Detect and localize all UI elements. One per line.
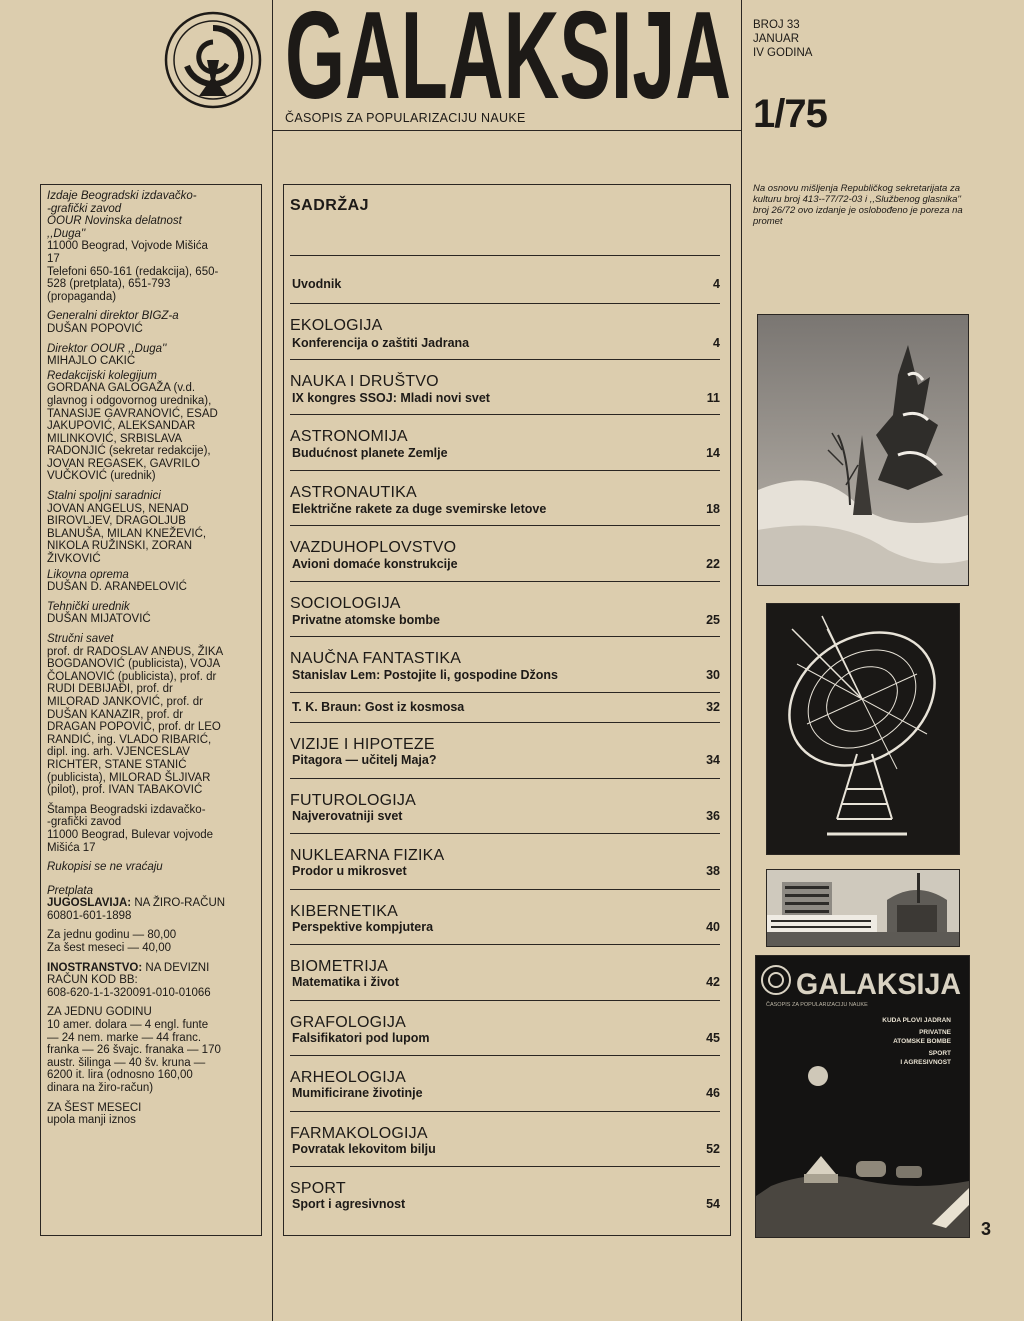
svg-text:PRIVATNE: PRIVATNE	[919, 1029, 951, 1036]
toc-article-title: Prodor u mikrosvet	[292, 864, 407, 878]
svg-text:GALAKSIJA: GALAKSIJA	[285, 8, 731, 104]
imprint-label: Rukopisi se ne vraćaju	[47, 861, 163, 874]
imprint-line: ZA ŠEST MESECI	[47, 1101, 142, 1114]
imprint-label: -grafički zavod	[47, 202, 122, 215]
imprint-line: 60801-601-1898	[47, 909, 132, 922]
toc-separator	[290, 1055, 720, 1056]
toc-entry[interactable]	[290, 525, 720, 579]
toc-page-number: 30	[706, 668, 720, 682]
toc-category: BIOMETRIJA	[290, 958, 389, 975]
toc-article-title: Najverovatniji svet	[292, 809, 403, 823]
toc-separator	[290, 255, 720, 256]
toc-article-title: Stanislav Lem: Postojite li, gospodine Džons	[292, 668, 559, 682]
svg-text:ČASOPIS ZA POPULARIZACIJU NAUK: ČASOPIS ZA POPULARIZACIJU NAUKE	[766, 1002, 868, 1008]
toc-page-number: 40	[706, 920, 720, 934]
imprint-line: DRAGAN POPOVIĆ, prof. dr LEO	[47, 721, 221, 734]
radio-telescope-photo	[766, 603, 960, 855]
imprint-label: Generalni direktor BIGZ-a	[47, 310, 179, 323]
toc-separator	[290, 1111, 720, 1112]
toc-entry[interactable]	[290, 359, 720, 413]
imprint-label: Stalni spoljni saradnici	[47, 490, 161, 503]
imprint-publisher	[47, 190, 255, 303]
imprint-line: 608-620-1-1-320091-010-01066	[47, 986, 211, 999]
imprint-line: DUŠAN POPOVIĆ	[47, 322, 143, 335]
imprint-subscription	[47, 885, 255, 923]
toc-category: NUKLEARNA FIZIKA	[290, 847, 445, 864]
subscription-method: NA DEVIZNI	[142, 961, 210, 974]
toc-separator	[290, 833, 720, 834]
imprint-line: glavnog i odgovornog urednika),	[47, 394, 212, 407]
imprint-line: DUŠAN D. ARANĐELOVIĆ	[47, 581, 187, 594]
imprint-line: Za jednu godinu — 80,00	[47, 929, 177, 942]
imprint-label: Tehnički urednik	[47, 600, 130, 613]
imprint-line: RICHTER, STANE STANIĆ	[47, 758, 187, 771]
toc-separator	[290, 414, 720, 415]
toc-article-title: Matematika i život	[292, 975, 399, 989]
toc-category: NAUKA I DRUŠTVO	[290, 373, 439, 390]
column-divider-right	[741, 0, 742, 1321]
imprint-line: Mišića 17	[47, 841, 96, 854]
imprint-line: ZA JEDNU GODINU	[47, 1006, 152, 1019]
toc-entry[interactable]	[290, 414, 720, 468]
imprint-label: Pretplata	[47, 884, 94, 897]
toc-entry[interactable]	[290, 889, 720, 943]
imprint-one-year	[47, 1006, 255, 1094]
imprint-tech-editor	[47, 601, 255, 626]
toc-separator	[290, 581, 720, 582]
toc-separator	[290, 1166, 720, 1167]
toc-page-number: 34	[706, 753, 720, 767]
imprint-oour-director	[47, 343, 255, 368]
toc-category: KIBERNETIKA	[290, 903, 399, 920]
imprint-abroad	[47, 962, 255, 1000]
toc-article-title: Konferencija o zaštiti Jadrana	[292, 336, 470, 350]
imprint-line: NIKOLA RUŽINSKI, ZORAN	[47, 540, 193, 553]
toc-category: SPORT	[290, 1180, 346, 1197]
imprint-yu-prices	[47, 929, 255, 954]
imprint-line: GORDANA GALOGAŽA (v.d.	[47, 382, 196, 395]
toc-category: FARMAKOLOGIJA	[290, 1125, 428, 1142]
imprint-art	[47, 569, 255, 594]
imprint-general-director	[47, 310, 255, 335]
toc-article-title: Sport i agresivnost	[292, 1197, 406, 1211]
imprint-line: RAČUN KOD BB:	[47, 974, 138, 987]
toc-separator	[290, 722, 720, 723]
toc-entry[interactable]	[290, 1055, 720, 1109]
imprint-line: ŽIVKOVIĆ	[47, 553, 101, 566]
toc-separator	[290, 944, 720, 945]
masthead-rule	[272, 130, 742, 131]
imprint-line: MILORAD JANKOVIĆ, prof. dr	[47, 695, 203, 708]
imprint-line: DUŠAN KANAZIR, prof. dr	[47, 708, 184, 721]
publisher-emblem-icon	[163, 10, 263, 110]
imprint-printing	[47, 804, 255, 854]
svg-text:ATOMSKE BOMBE: ATOMSKE BOMBE	[893, 1038, 951, 1045]
toc-article-title: Pitagora — učitelj Maja?	[292, 753, 437, 767]
imprint-line	[47, 897, 255, 910]
column-divider-left	[272, 0, 273, 1321]
subscription-method: NA ŽIRO-RAČUN	[131, 897, 226, 910]
toc-entry[interactable]	[290, 778, 720, 832]
table-of-contents	[283, 184, 731, 1236]
toc-page-number: 4	[713, 277, 720, 291]
toc-page-number: 54	[706, 1197, 720, 1211]
imprint-line: RADONJIĆ (sekretar redakcije),	[47, 445, 211, 458]
cover-thumbnail-image	[756, 956, 969, 1237]
imprint-label: ,,Duga''	[47, 227, 86, 240]
issue-line: IV GODINA	[753, 47, 813, 59]
toc-entry[interactable]	[290, 470, 720, 524]
tax-exemption-note: Na osnovu mišljenja Republičkog sekretarijata za kulturu broj 413--77/72-03 i ,,Službenog glasnika'' broj 26/72 ovo izdanje je oslobođeno je poreza na promet	[753, 183, 963, 227]
toc-article-title: IX kongres SSOJ: Mladi novi svet	[292, 391, 490, 405]
toc-separator	[290, 525, 720, 526]
toc-category: FUTUROLOGIJA	[290, 792, 416, 809]
imprint-line: RANDIĆ, ing. VLADO RIBARIĆ,	[47, 733, 212, 746]
toc-separator	[290, 359, 720, 360]
imprint-six-months	[47, 1102, 255, 1127]
toc-page-number: 18	[706, 502, 720, 516]
toc-page-number: 45	[706, 1031, 720, 1045]
toc-entry[interactable]	[290, 303, 720, 357]
imprint-line: (publicista), MILORAD ŠLJIVAR	[47, 771, 211, 784]
imprint-line: 6200 it. lira (odnosno 160,00	[47, 1069, 193, 1082]
toc-separator	[290, 778, 720, 779]
toc-category: ARHEOLOGIJA	[290, 1069, 407, 1086]
imprint-line: (propaganda)	[47, 290, 117, 303]
contents-title: SADRŽAJ	[290, 197, 370, 214]
imprint-line: JOVAN ANGELUS, NENAD	[47, 502, 189, 515]
toc-category: ASTRONAUTIKA	[290, 484, 417, 501]
toc-separator	[290, 889, 720, 890]
imprint-line: — 24 nem. marke — 44 franc.	[47, 1031, 202, 1044]
svg-text:I AGRESIVNOST: I AGRESIVNOST	[900, 1059, 951, 1066]
toc-separator	[290, 1000, 720, 1001]
toc-category: SOCIOLOGIJA	[290, 595, 401, 612]
imprint-line: VUČKOVIĆ (urednik)	[47, 470, 156, 483]
issue-info	[753, 18, 812, 60]
imprint-line: MILINKOVIĆ, SRBISLAVA	[47, 432, 183, 445]
imprint-line: BIROVLJEV, DRAGOLJUB	[47, 515, 186, 528]
imprint-line: 17	[47, 252, 60, 265]
toc-article-title: Privatne atomske bombe	[292, 613, 440, 627]
toc-article-title: Povratak lekovitom bilju	[292, 1142, 436, 1156]
imprint-manuscripts	[47, 861, 255, 874]
toc-entry[interactable]	[290, 255, 720, 309]
toc-article-title: Falsifikatori pod lupom	[292, 1031, 430, 1045]
toc-entry[interactable]	[290, 581, 720, 635]
imprint-line: 10 amer. dolara — 4 engl. funte	[47, 1019, 209, 1032]
toc-page-number: 25	[706, 613, 720, 627]
imprint-line: 11000 Beograd, Bulevar vojvode	[47, 828, 214, 841]
imprint-label: Izdaje Beogradski izdavačko-	[47, 190, 197, 202]
subscription-region: INOSTRANSTVO:	[47, 961, 143, 974]
toc-article-title: Budućnost planete Zemlje	[292, 446, 448, 460]
toc-entry[interactable]	[290, 833, 720, 887]
imprint-line: Štampa Beogradski izdavačko-	[47, 803, 206, 816]
toc-entry[interactable]	[290, 1111, 720, 1165]
imprint-line: 528 (pretplata), 651-793	[47, 278, 171, 291]
imprint-line: austr. šilinga — 40 šv. kruna —	[47, 1056, 206, 1069]
toc-article-title: Perspektive kompjutera	[292, 920, 434, 934]
toc-entry[interactable]	[290, 1166, 720, 1220]
toc-article-title: Mumificirane životinje	[292, 1086, 423, 1100]
subscription-region: JUGOSLAVIJA:	[47, 897, 132, 910]
toc-category: GRAFOLOGIJA	[290, 1014, 406, 1031]
toc-category: VAZDUHOPLOVSTVO	[290, 539, 457, 556]
imprint-line: BOGDANOVIĆ (publicista), VOJA	[47, 658, 221, 671]
toc-page-number: 22	[706, 557, 720, 571]
issue-number: 1/75	[753, 92, 827, 136]
toc-page-number: 52	[706, 1142, 720, 1156]
issue-line: BROJ 33	[753, 19, 800, 31]
toc-separator	[290, 692, 720, 693]
toc-category: NAUČNA FANTASTIKA	[290, 650, 462, 667]
toc-entry[interactable]	[290, 1000, 720, 1054]
winter-landscape-photo	[757, 314, 969, 586]
radio-telescope-image	[767, 604, 959, 854]
imprint-line: MIHAJLO CAKIĆ	[47, 355, 136, 368]
toc-category: VIZIJE I HIPOTEZE	[290, 736, 435, 753]
svg-text:KUDA PLOVI JADRAN: KUDA PLOVI JADRAN	[882, 1017, 951, 1024]
toc-entry[interactable]	[290, 722, 720, 776]
imprint-line: upola manji iznos	[47, 1114, 136, 1127]
imprint-editorial-board	[47, 370, 255, 483]
imprint-line: JAKUPOVIĆ, ALEKSANDAR	[47, 420, 196, 433]
toc-page-number: 4	[713, 336, 720, 350]
toc-separator	[290, 470, 720, 471]
imprint-contributors	[47, 490, 255, 566]
imprint-label: Direktor OOUR ,,Duga''	[47, 342, 167, 355]
magazine-cover-thumbnail	[755, 955, 970, 1238]
toc-page-number: 42	[706, 975, 720, 989]
imprint-line: (pilot), prof. IVAN TABAKOVIĆ	[47, 784, 203, 797]
toc-separator	[290, 303, 720, 304]
imprint-label: Likovna oprema	[47, 568, 129, 581]
imprint-label: Redakcijski kolegijum	[47, 369, 157, 382]
toc-page-number: 14	[706, 446, 720, 460]
imprint-line: BLANUŠA, MILAN KNEŽEVIĆ,	[47, 527, 207, 540]
imprint-line	[47, 962, 255, 975]
toc-article-title: Električne rakete za duge svemirske letove	[292, 502, 547, 516]
toc-category: ASTRONOMIJA	[290, 428, 408, 445]
imprint-line: dipl. ing. arh. VJENCESLAV	[47, 746, 190, 759]
imprint-line: JOVAN REGASEK, GAVRILO	[47, 457, 200, 470]
imprint-label: OOUR Novinska delatnost	[47, 215, 182, 228]
toc-entry[interactable]	[290, 944, 720, 998]
toc-article-title: Uvodnik	[292, 277, 342, 291]
imprint-line: Za šest meseci — 40,00	[47, 942, 171, 955]
toc-page-number: 32	[706, 700, 720, 714]
imprint-line: TANASIJE GAVRANOVIĆ, ESAD	[47, 407, 218, 420]
imprint-line: prof. dr RADOSLAV ANĐUS, ŽIKA	[47, 645, 224, 658]
imprint-expert-council	[47, 633, 255, 797]
imprint-line: ČOLANOVIĆ (publicista), prof. dr	[47, 670, 217, 683]
toc-article-title: Avioni domaće konstrukcije	[292, 557, 458, 571]
imprint-line: RUDI DEBIJAĐI, prof. dr	[47, 683, 173, 696]
imprint-line: Telefoni 650-161 (redakcija), 650-	[47, 265, 219, 278]
toc-separator	[290, 636, 720, 637]
nuclear-facility-photo	[766, 869, 960, 947]
toc-entry[interactable]	[290, 636, 720, 690]
toc-category: EKOLOGIJA	[290, 317, 383, 334]
toc-page-number: 38	[706, 864, 720, 878]
winter-landscape-image	[758, 315, 968, 585]
imprint-box	[40, 184, 262, 1236]
toc-article-title: T. K. Braun: Gost iz kosmosa	[292, 700, 465, 714]
svg-text:SPORT: SPORT	[928, 1050, 951, 1057]
toc-page-number: 46	[706, 1086, 720, 1100]
page-number: 3	[981, 1219, 992, 1239]
imprint-line: -grafički zavod	[47, 816, 122, 829]
toc-page-number: 36	[706, 809, 720, 823]
imprint-line: franka — 26 švajc. franaka — 170	[47, 1044, 221, 1057]
toc-page-number: 11	[706, 391, 720, 405]
imprint-line: dinara na žiro-račun)	[47, 1082, 154, 1094]
galaksija-logo	[283, 8, 733, 104]
magazine-subtitle: ČASOPIS ZA POPULARIZACIJU NAUKE	[285, 111, 526, 125]
imprint-line: 11000 Beograd, Vojvode Mišića	[47, 240, 208, 253]
nuclear-facility-image	[767, 870, 959, 946]
svg-text:GALAKSIJA: GALAKSIJA	[796, 968, 961, 1001]
imprint-line: DUŠAN MIJATOVIĆ	[47, 613, 151, 626]
imprint-label: Stručni savet	[47, 633, 114, 645]
issue-line: JANUAR	[753, 33, 800, 45]
